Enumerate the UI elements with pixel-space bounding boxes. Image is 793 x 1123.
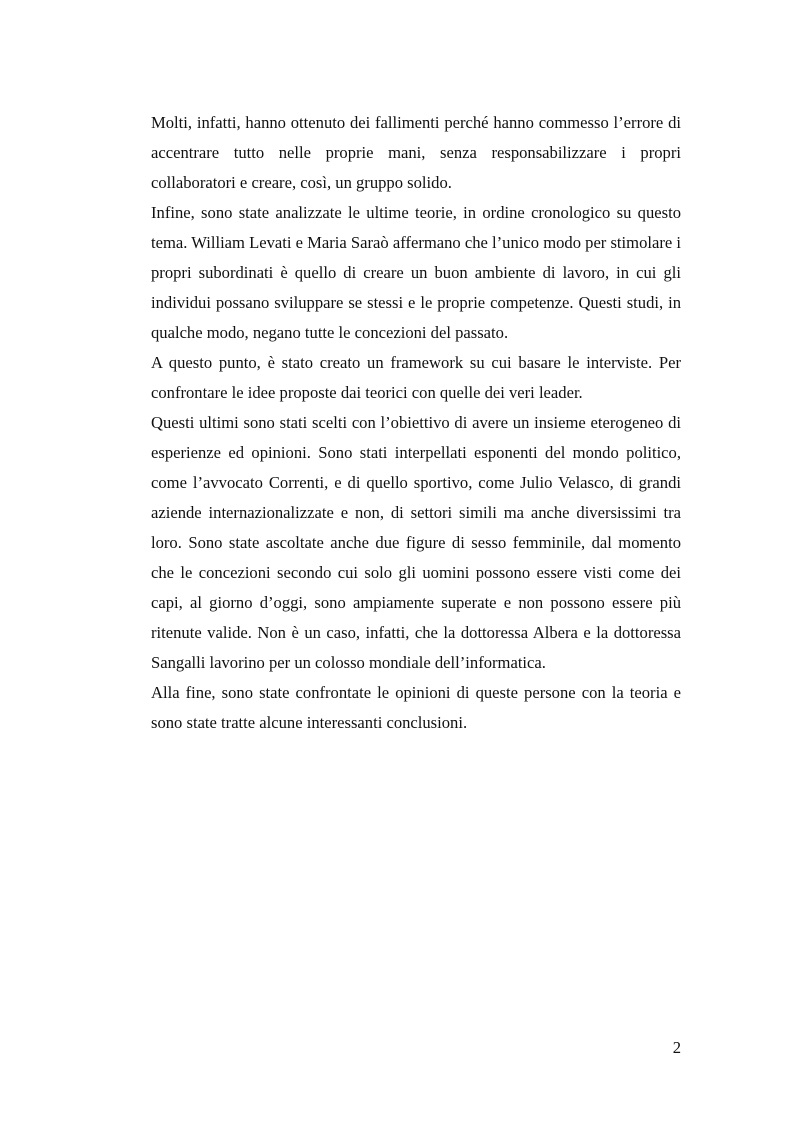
paragraph-conclusions: Alla fine, sono state confrontate le opinioni di queste persone con la teoria e sono state tratte alcune interessanti conclusioni. (151, 683, 681, 732)
paragraph-framework: A questo punto, è stato creato un framework su cui basare le interviste. Per confrontare le idee proposte dai teorici con quelle dei veri leader. (151, 353, 681, 402)
body-text (151, 108, 681, 738)
paragraph-recent-theories: Infine, sono state analizzate le ultime teorie, in ordine cronologico su questo tema. William Levati e Maria Saraò affermano che l’unico modo per stimolare i propri subordinati è quello di creare un buon ambiente di lavoro, in cui gli individui possano sviluppare se stessi e le proprie competenze. Questi studi, in qualche modo, negano tutte le concezioni del passato. (151, 203, 681, 342)
paragraph-failures: Molti, infatti, hanno ottenuto dei fallimenti perché hanno commesso l’errore di accentrare tutto nelle proprie mani, senza responsabilizzare i propri collaboratori e creare, così, un gruppo solido. (151, 113, 681, 192)
page-number: 2 (672, 1038, 681, 1057)
paragraph-interviewees: Questi ultimi sono stati scelti con l’obiettivo di avere un insieme eterogeneo di esperienze ed opinioni. Sono stati interpellati esponenti del mondo politico, come l’avvocato Correnti, e di quello sportivo, come Julio Velasco, di grandi aziende internazionalizzate e non, di settori simili ma anche diversissimi tra loro. Sono state ascoltate anche due figure di sesso femminile, dal momento che le concezioni secondo cui solo gli uomini possono essere visti come dei capi, al giorno d’oggi, sono ampiamente superate e non possono essere più ritenute valide. Non è un caso, infatti, che la dottoressa Albera e la dottoressa Sangalli lavorino per un colosso mondiale dell’informatica. (151, 413, 681, 672)
